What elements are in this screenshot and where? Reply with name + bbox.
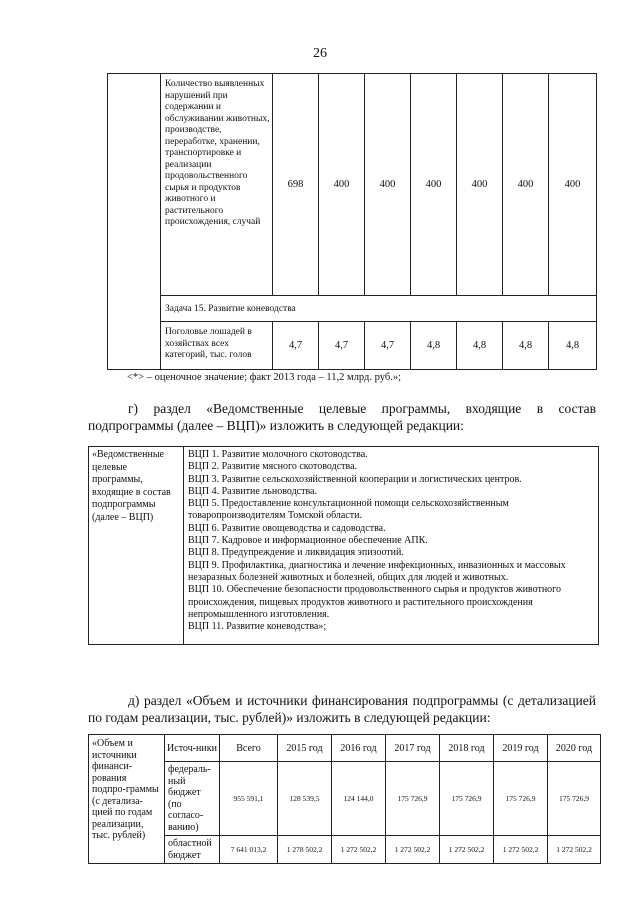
amount-cell: 1 272 502,2: [440, 836, 494, 864]
indicator-value: 4,7: [273, 322, 319, 370]
paragraph-g-line1: г) раздел «Ведомственные целевые программы, входящие в состав: [128, 401, 596, 416]
vcp-heading-cell: «Ведомственные целевые программы, входящие в состав подпрограммы (далее – ВЦП): [89, 447, 184, 645]
column-header: 2017 год: [386, 735, 440, 762]
vcp-item: ВЦП 4. Развитие льноводства.: [188, 485, 317, 497]
amount-cell: 175 726,9: [386, 762, 440, 836]
indicators-table: [107, 73, 597, 370]
amount-cell: 175 726,9: [494, 762, 548, 836]
indicator-label: Поголовье лошадей в хозяйствах всех категорий, тыс. голов: [161, 322, 273, 370]
vcp-item: ВЦП 10. Обеспечение безопасности продовольственного сырья и продуктов животного происхождения, пищевых продуктов животного и растительного происхождения непромышленного изготовления.: [188, 584, 562, 620]
indicator-value: 400: [549, 74, 597, 296]
amount-cell: 175 726,9: [440, 762, 494, 836]
column-header: 2015 год: [278, 735, 332, 762]
source-cell: федераль-ный бюджет (по согласо-ванию): [165, 762, 220, 836]
financing-heading-cell: «Объем и источники финанси-рования подпро-граммы (с детализа-цией по годам реализации, тыс. рублей): [89, 735, 165, 864]
vcp-item: ВЦП 11. Развитие коневодства»;: [188, 621, 327, 633]
vcp-item: ВЦП 5. Предоставление консультационной помощи сельскохозяйственным товаропроизводителям Томской области.: [188, 498, 509, 522]
source-cell: областной бюджет: [165, 836, 220, 864]
paragraph-d-line2: по годам реализации, тыс. рублей)» изложить в следующей редакции:: [88, 710, 491, 725]
indicator-value: 4,8: [411, 322, 457, 370]
column-header: Источ-ники: [165, 735, 220, 762]
amount-cell: 1 272 502,2: [332, 836, 386, 864]
indicator-value: 698: [273, 74, 319, 296]
amount-cell: 1 272 502,2: [548, 836, 601, 864]
amount-cell: 955 591,1: [220, 762, 278, 836]
vcp-item: ВЦП 1. Развитие молочного скотоводства.: [188, 449, 368, 460]
amount-cell: 175 726,9: [548, 762, 601, 836]
amount-cell: 1 278 502,2: [278, 836, 332, 864]
vcp-item: ВЦП 7. Кадровое и информационное обеспечение АПК.: [188, 535, 428, 547]
vcp-list-cell: [184, 447, 599, 645]
indicator-value: 4,8: [549, 322, 597, 370]
amount-cell: 128 539,5: [278, 762, 332, 836]
paragraph-d-line1: д) раздел «Объем и источники финансирования подпрограммы (с детализацией: [128, 693, 596, 708]
vcp-item: ВЦП 9. Профилактика, диагностика и лечение инфекционных, инвазионных и массовых незаразных болезней животных и болезней, общих для людей и животных.: [188, 559, 566, 583]
empty-cell: [108, 74, 161, 370]
column-header: 2020 год: [548, 735, 601, 762]
indicator-value: 400: [365, 74, 411, 296]
paragraph-g-line2: подпрограммы (далее – ВЦП)» изложить в следующей редакции:: [88, 418, 464, 433]
vcp-item: ВЦП 2. Развитие мясного скотоводства.: [188, 461, 358, 473]
column-header: Всего: [220, 735, 278, 762]
indicator-value: 4,8: [503, 322, 549, 370]
amount-cell: 7 641 013,2: [220, 836, 278, 864]
vcp-item: ВЦП 8. Предупреждение и ликвидация эпизоотий.: [188, 547, 404, 559]
column-header: 2018 год: [440, 735, 494, 762]
financing-table: [88, 734, 601, 864]
indicator-value: 400: [411, 74, 457, 296]
vcp-table: [88, 446, 599, 645]
indicator-value: 4,7: [319, 322, 365, 370]
column-header: 2016 год: [332, 735, 386, 762]
indicator-label: Количество выявленных нарушений при содержании и обслуживании животных, производстве, переработке, хранении, транспортировке и реализации продовольственного сырья и продуктов животного и растительного происхождения, случай: [161, 74, 273, 296]
vcp-item: ВЦП 6. Развитие овощеводства и садоводства.: [188, 522, 386, 534]
footnote: <*> – оценочное значение; факт 2013 года – 11,2 млрд. руб.»;: [127, 372, 401, 383]
column-header: 2019 год: [494, 735, 548, 762]
amount-cell: 1 272 502,2: [494, 836, 548, 864]
indicator-value: 4,8: [457, 322, 503, 370]
task-heading: Задача 15. Развитие коневодства: [161, 296, 597, 322]
amount-cell: 1 272 502,2: [386, 836, 440, 864]
indicator-value: 400: [319, 74, 365, 296]
page-number: 26: [313, 46, 327, 61]
indicator-value: 400: [457, 74, 503, 296]
vcp-item: ВЦП 3. Развитие сельскохозяйственной кооперации и логистических центров.: [188, 473, 522, 485]
amount-cell: 124 144,0: [332, 762, 386, 836]
indicator-value: 4,7: [365, 322, 411, 370]
indicator-value: 400: [503, 74, 549, 296]
